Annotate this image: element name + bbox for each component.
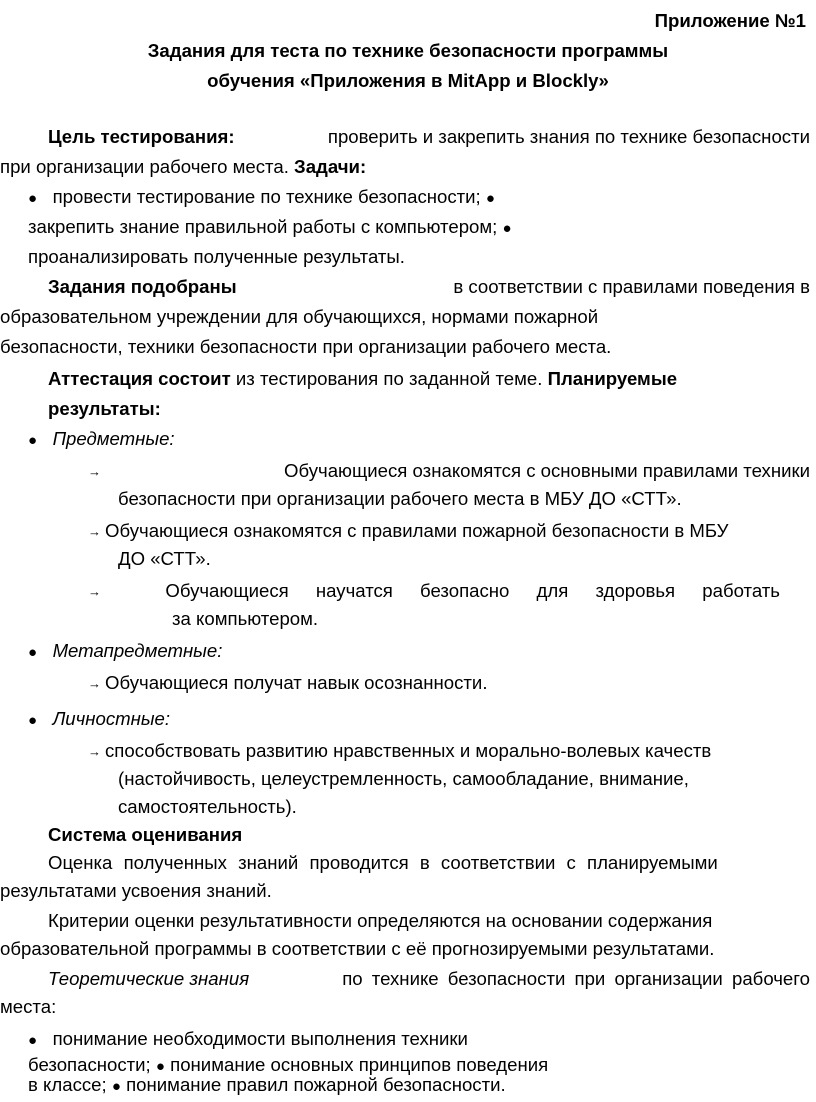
bullet-icon: ● (485, 190, 495, 207)
personal-item-1-line-1: → способствовать развитию нравственных и морально-волевых качеств (88, 740, 712, 761)
bullet-icon: ● (111, 1078, 121, 1095)
goal-paragraph-line-2 (0, 152, 366, 182)
grading-p2-line-1: Критерии оценки результативности определяются на основании содержания (48, 910, 713, 931)
selection-line-2: образовательном учреждении для обучающихся, нормами пожарной (0, 306, 599, 327)
theory-item-2: безопасности; ● понимание основных принципов поведения (28, 1054, 549, 1075)
subject-item-3-line-1: → Обучающиеся научатся безопасно для здоровья работать (88, 576, 780, 608)
subject-item-2-line-1: → Обучающиеся ознакомятся с правилами пожарной безопасности в МБУ (88, 520, 729, 541)
bullet-icon: ● (28, 432, 38, 449)
theory-item-3: в классе; ● понимание правил пожарной безопасности. (28, 1074, 506, 1095)
attestation-line: Аттестация состоит из тестирования по заданной теме. Планируемые (48, 368, 678, 389)
theory-item-1: ● понимание необходимости выполнения техники (28, 1028, 468, 1049)
arrow-icon: → (88, 584, 101, 599)
theory-knowledge-label: Теоретические знания (48, 968, 250, 989)
document-title-line-2: обучения «Приложения в MitApp и Blockly» (207, 70, 609, 91)
goal-label: Цель тестирования: (48, 126, 235, 147)
arrow-icon: → (88, 524, 101, 539)
bullet-icon: ● (28, 1032, 38, 1049)
selection-line-1: Задания подобраны в соответствии с правилами поведения в (48, 276, 810, 297)
goal-text-b: при организации рабочего места. (0, 156, 289, 177)
bullet-icon: ● (155, 1058, 165, 1075)
subject-item-1-line-1: → Обучающиеся ознакомятся с основными правилами техники (88, 456, 810, 488)
subject-results-heading: ● Предметные: (28, 428, 175, 449)
document-title-line-1: Задания для теста по технике безопасности программы (147, 40, 669, 61)
grading-p1-line-2: результатами усвоения знаний. (0, 880, 272, 901)
selection-line-3: безопасности, техники безопасности при организации рабочего места. (0, 336, 612, 357)
personal-item-1-line-2: (настойчивость, целеустремленность, самообладание, внимание, (118, 768, 689, 789)
meta-results-heading: ● Метапредметные: (28, 640, 223, 661)
tasks-label: Задачи: (294, 156, 367, 177)
goal-paragraph-line-1 (48, 122, 810, 152)
subject-item-1-line-2: безопасности при организации рабочего места в МБУ ДО «СТТ». (118, 488, 682, 509)
grading-p1-line-1: Оценка полученных знаний проводится в соответствии с планируемыми (48, 852, 718, 873)
subject-item-2-line-2: ДО «СТТ». (118, 548, 211, 569)
task-item-1: ● провести тестирование по технике безопасности; ● (28, 186, 495, 207)
grading-p3-line-1: Теоретические знания по технике безопасности при организации рабочего (48, 964, 810, 994)
arrow-icon: → (88, 744, 101, 759)
planned-results-line-2: результаты: (48, 398, 161, 419)
bullet-icon: ● (502, 220, 512, 237)
goal-text-a: проверить и закрепить знания по технике безопасности (327, 126, 810, 147)
personal-item-1-line-3: самостоятельность). (118, 796, 297, 817)
planned-results-label: Планируемые (547, 368, 678, 389)
grading-p2-line-2: образовательной программы в соответствии с её прогнозируемыми результатами. (0, 938, 715, 959)
subject-item-3-line-2: за компьютером. (172, 608, 319, 629)
personal-results-heading: ● Личностные: (28, 708, 171, 729)
bullet-icon: ● (28, 190, 38, 207)
meta-item-1: → Обучающиеся получат навык осознанности. (88, 672, 488, 693)
grading-p3-line-2: места: (0, 996, 57, 1017)
attestation-label: Аттестация состоит (48, 368, 231, 389)
grading-heading: Система оценивания (48, 824, 243, 845)
task-item-3: проанализировать полученные результаты. (28, 246, 405, 267)
appendix-label: Приложение №1 (654, 10, 806, 31)
bullet-icon: ● (28, 644, 38, 661)
bullet-icon: ● (28, 712, 38, 729)
arrow-icon: → (88, 464, 101, 479)
task-item-2: закрепить знание правильной работы с компьютером; ● (28, 216, 512, 237)
arrow-icon: → (88, 676, 101, 691)
